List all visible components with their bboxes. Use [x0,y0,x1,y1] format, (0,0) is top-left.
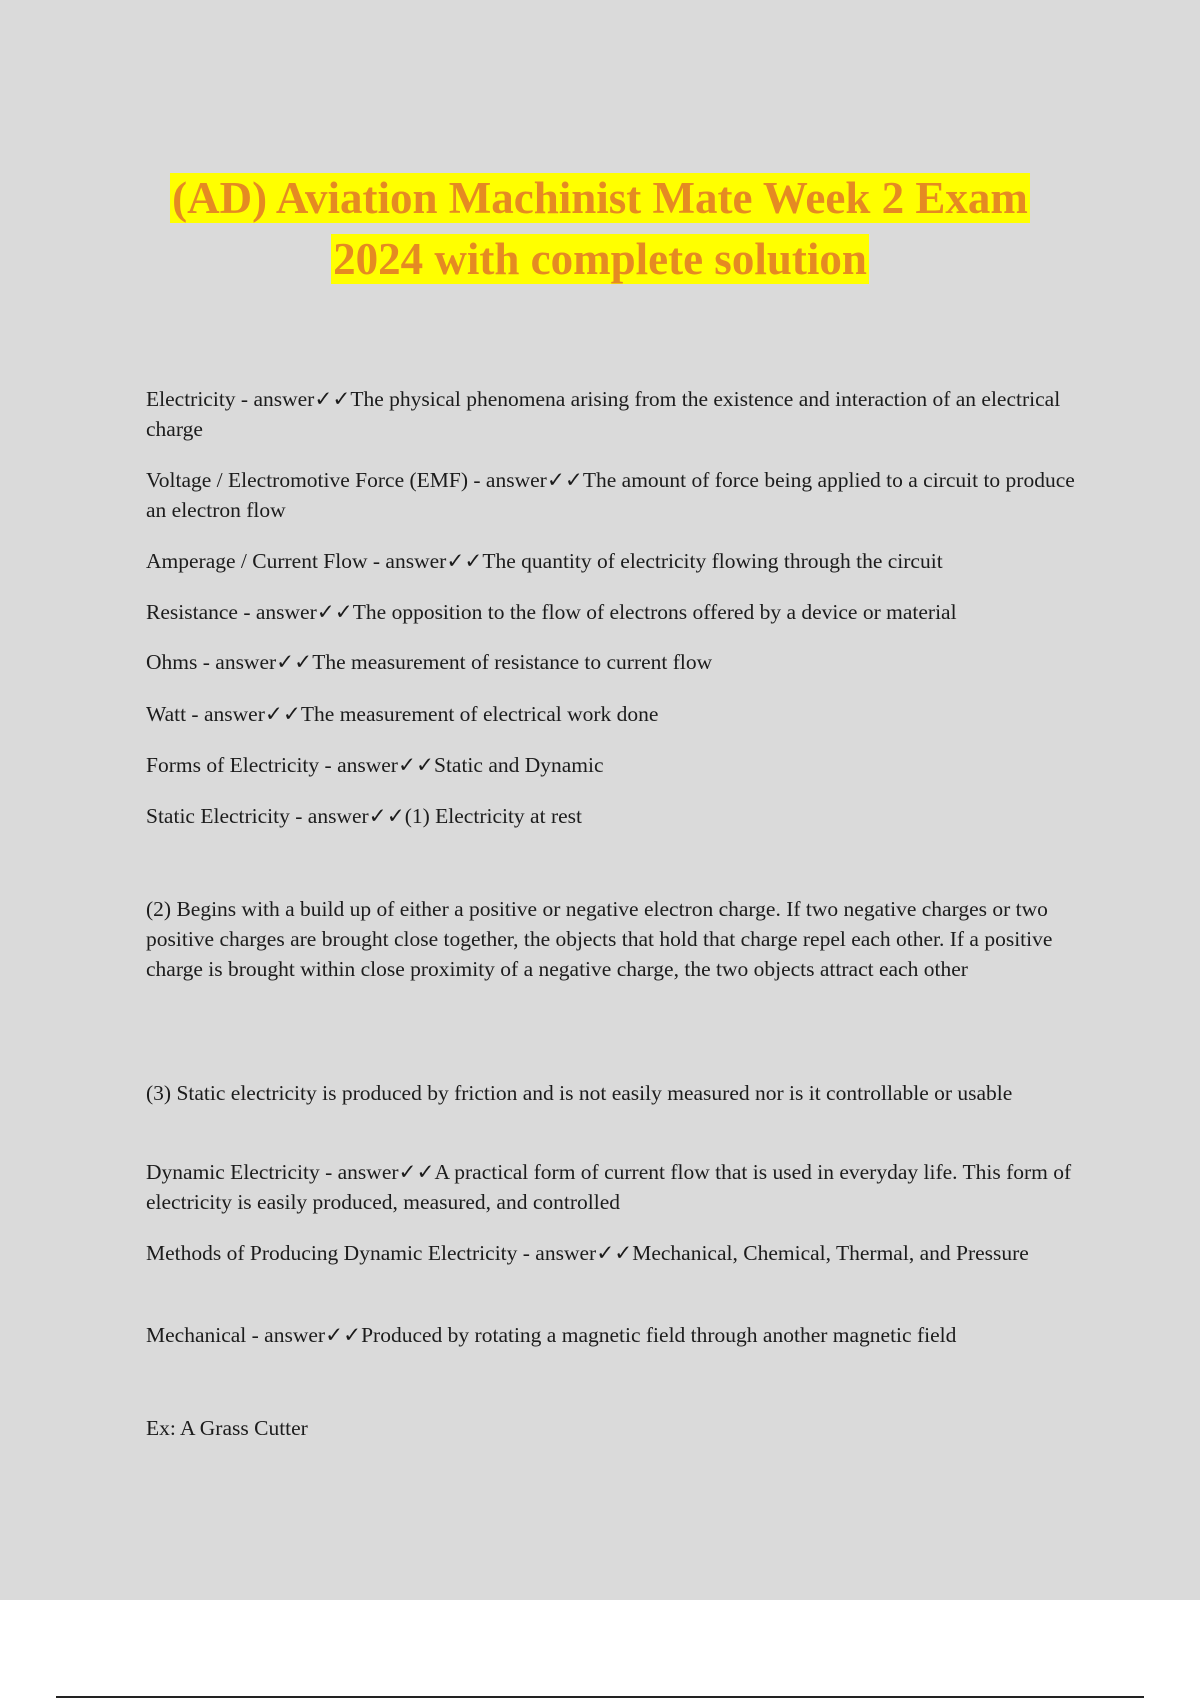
footer-divider [56,1696,1144,1698]
entry-methods-dynamic-electricity: Methods of Producing Dynamic Electricity - answer✓✓Mechanical, Chemical, Thermal, and Pressure [146,1241,1029,1265]
entry-resistance: Resistance - answer✓✓The opposition to the flow of electrons offered by a device or material [146,600,957,624]
entry-forms-of-electricity: Forms of Electricity - answer✓✓Static and Dynamic [146,753,604,777]
entry-dynamic-electricity: Dynamic Electricity - answer✓✓A practical form of current flow that is used in everyday life. This form of electricity is easily produced, measured, and controlled [146,1160,1072,1214]
title-line-1: (AD) Aviation Machinist Mate Week 2 Exam [172,173,1028,223]
entry-watt: Watt - answer✓✓The measurement of electrical work done [146,702,659,726]
entry-example-grass-cutter: Ex: A Grass Cutter [146,1416,308,1440]
entry-electricity: Electricity - answer✓✓The physical phenomena arising from the existence and interaction of an electrical charge [146,387,1061,441]
document-title [0,168,1200,290]
entry-static-electricity-part-3: (3) Static electricity is produced by friction and is not easily measured nor is it controllable or usable [146,1081,1013,1105]
title-line-2: 2024 with complete solution [333,234,867,284]
entry-static-electricity: Static Electricity - answer✓✓(1) Electricity at rest [146,804,582,828]
entry-static-electricity-part-2: (2) Begins with a build up of either a positive or negative electron charge. If two negative charges or two positive charges are brought close together, the objects that hold that charge repel each other. If a positive charge is brought within close proximity of a negative charge, the two objects attract each other [146,897,1053,981]
entry-amperage: Amperage / Current Flow - answer✓✓The quantity of electricity flowing through the circuit [146,549,943,573]
entry-ohms: Ohms - answer✓✓The measurement of resistance to current flow [146,650,713,674]
entry-mechanical: Mechanical - answer✓✓Produced by rotating a magnetic field through another magnetic field [146,1323,957,1347]
entry-voltage: Voltage / Electromotive Force (EMF) - answer✓✓The amount of force being applied to a circuit to produce an electron flow [146,468,1075,522]
